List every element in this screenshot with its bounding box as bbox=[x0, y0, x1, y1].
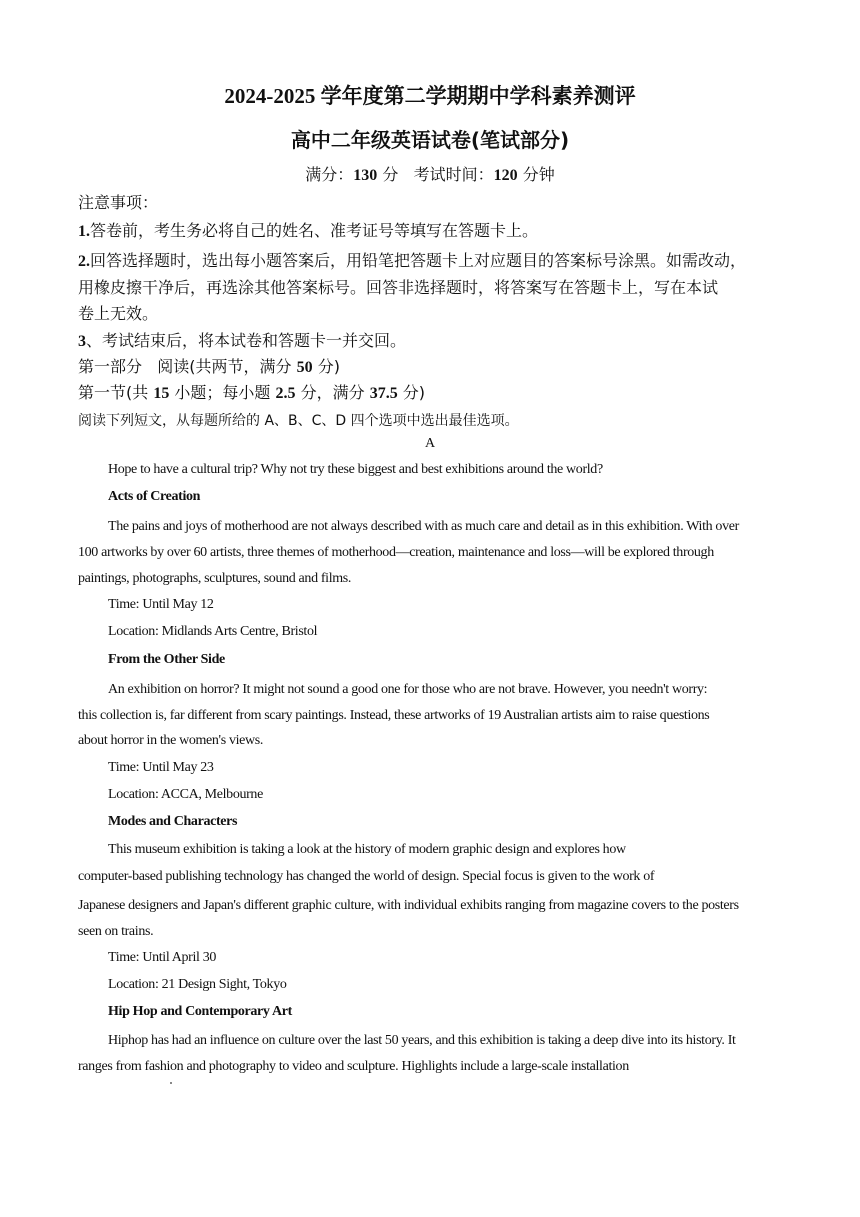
score-label: 满分： bbox=[305, 165, 354, 184]
part-title-pre: 阅读(共两节，满分 bbox=[157, 357, 297, 376]
part-heading bbox=[78, 354, 340, 377]
exhibition-3-line3: Japanese designers and Japan's different graphic culture, with individual exhibits ranging from magazine covers to the posters bbox=[78, 898, 739, 913]
notice-item-2-line3: 卷上无效。 bbox=[78, 304, 159, 323]
exhibition-2-line3: about horror in the women's views. bbox=[78, 733, 264, 748]
exhibition-1-location: Location: Midlands Arts Centre, Bristol bbox=[108, 624, 318, 639]
exhibition-3-title: Modes and Characters bbox=[108, 814, 238, 829]
sub-mid1: 小题；每小题 bbox=[169, 383, 276, 402]
notice-item-3-num: 3 bbox=[78, 333, 86, 350]
exhibition-1-line1: The pains and joys of motherhood are not always described with as much care and detail as in this exhibition. With over bbox=[108, 519, 739, 534]
exhibition-2-line1: An exhibition on horror? It might not sound a good one for those who are not brave. However, you needn't worry: bbox=[108, 682, 708, 697]
score-unit: 分 bbox=[382, 165, 399, 184]
score-time-line bbox=[0, 162, 860, 185]
exhibition-4-line1: Hiphop has had an influence on culture over the last 50 years, and this exhibition is taking a deep dive into its history. It bbox=[108, 1033, 736, 1048]
stray-dot-mark bbox=[170, 1082, 172, 1084]
exam-title bbox=[0, 80, 860, 110]
notice-item-3 bbox=[78, 328, 406, 351]
sub-each: 2.5 bbox=[275, 385, 296, 402]
time-unit: 分钟 bbox=[522, 165, 555, 184]
exhibition-3-line1: This museum exhibition is taking a look at the history of modern graphic design and explores how bbox=[108, 842, 626, 857]
sub-count: 15 bbox=[153, 385, 170, 402]
notice-item-2-num: 2. bbox=[78, 253, 90, 270]
score-value: 130 bbox=[353, 167, 378, 184]
exhibition-2-time: Time: Until May 23 bbox=[108, 760, 214, 775]
exhibition-2-title: From the Other Side bbox=[108, 652, 225, 667]
notice-item-2-line2: 用橡皮擦干净后，再选涂其他答案标号。回答非选择题时，将答案写在答题卡上，写在本试 bbox=[78, 278, 719, 297]
notice-item-1 bbox=[78, 218, 538, 241]
exhibition-3-time: Time: Until April 30 bbox=[108, 950, 217, 965]
exhibition-3-location: Location: 21 Design Sight, Tokyo bbox=[108, 977, 287, 992]
exhibition-1-title: Acts of Creation bbox=[108, 489, 201, 504]
exhibition-1-line3: paintings, photographs, sculptures, sound and films. bbox=[78, 571, 352, 586]
notice-item-2-text1: 回答选择题时，选出每小题答案后，用铅笔把答题卡上对应题目的答案标号涂黑。如需改动， bbox=[90, 251, 747, 270]
notice-item-1-num: 1. bbox=[78, 223, 90, 240]
time-label: 考试时间： bbox=[413, 165, 494, 184]
sub-pre: 第一节(共 bbox=[78, 383, 154, 402]
exhibition-4-line2: ranges from fashion and photography to video and sculpture. Highlights include a large-scale installation bbox=[78, 1059, 629, 1074]
sub-total: 37.5 bbox=[369, 385, 398, 402]
exhibition-1-time: Time: Until May 12 bbox=[108, 597, 214, 612]
notice-item-2-line1 bbox=[78, 248, 746, 271]
exhibition-2-location: Location: ACCA, Melbourne bbox=[108, 787, 263, 802]
exhibition-2-line2: this collection is, far different from scary paintings. Instead, these artworks of 19 Australian artists aim to raise questions bbox=[78, 708, 710, 723]
time-value: 120 bbox=[493, 167, 518, 184]
part-title-post: 分) bbox=[312, 357, 340, 376]
notice-item-1-text: 答卷前，考生务必将自己的姓名、准考证号等填写在答题卡上。 bbox=[90, 221, 539, 240]
exhibition-1-line2: 100 artworks by over 60 artists, three themes of motherhood—creation, maintenance and loss—will be explored through bbox=[78, 545, 714, 560]
part-score: 50 bbox=[296, 359, 313, 376]
notice-item-3-text: 、考试结束后，将本试卷和答题卡一并交回。 bbox=[86, 331, 407, 350]
passage-intro: Hope to have a cultural trip? Why not try these biggest and best exhibitions around the world? bbox=[108, 462, 603, 477]
sub-post: 分) bbox=[397, 383, 426, 402]
reading-instruction: 阅读下列短文，从每题所给的 A、B、C、D 四个选项中选出最佳选项。 bbox=[78, 413, 519, 429]
sub-mid2: 分，满分 bbox=[295, 383, 370, 402]
exhibition-3-line4: seen on trains. bbox=[78, 924, 154, 939]
part-label: 第一部分 bbox=[78, 357, 143, 376]
exhibition-3-line2: computer-based publishing technology has changed the world of design. Special focus is given to the work of bbox=[78, 869, 655, 884]
title-line1: 2024-2025 学年度第二学期期中学科素养测评 bbox=[224, 84, 636, 108]
passage-letter: A bbox=[424, 436, 436, 451]
notice-heading: 注意事项： bbox=[78, 193, 159, 212]
subsection-heading bbox=[78, 380, 425, 403]
exhibition-4-title: Hip Hop and Contemporary Art bbox=[108, 1004, 292, 1019]
exam-subtitle: 高中二年级英语试卷(笔试部分) bbox=[290, 128, 570, 152]
